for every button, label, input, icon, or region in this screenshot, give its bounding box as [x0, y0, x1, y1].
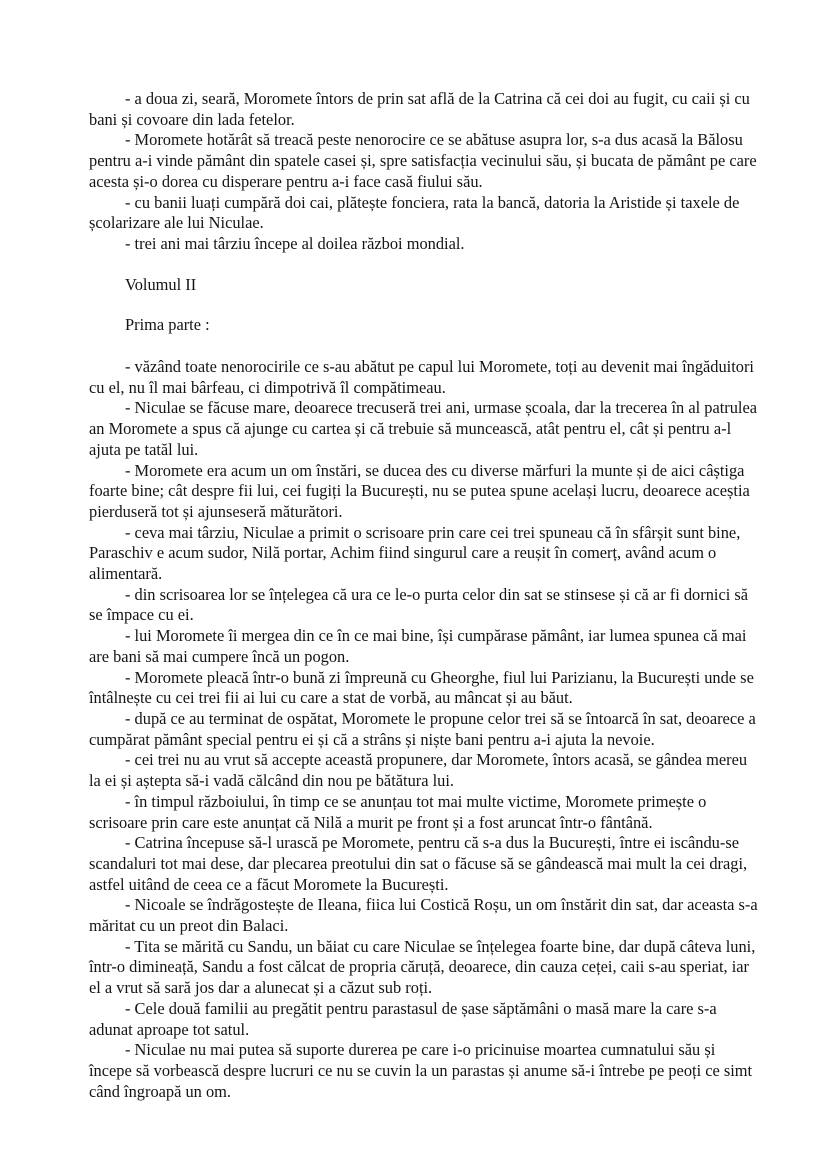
paragraph: - Niculae nu mai putea să suporte durerea pe care i-o pricinuise moartea cumnatului său și începe să vorbească despre lucruri ce nu se cuvin la un parastas și anume să-i întrebe pe peoți ce simt când îngroapă un om.: [89, 1040, 753, 1101]
paragraph: - Moromete era acum un om înstări, se ducea des cu diverse mărfuri la munte și de aici câștiga foarte bine; cât despre fii lui, cei fugiți la București, nu se putea spune același lucru, deoarece aceștia pierduseră tot și ajunseseră măturători.: [89, 460, 750, 521]
paragraph: - Tita se mărită cu Sandu, un băiat cu care Niculae se înțelegea foarte bine, dar după câteva luni, într-o dimineață, Sandu a fost călcat de propria căruță, deoarece, din cauza ceței, caii s-au speriat, iar el a vrut să sară jos dar a alunecat și a căzut sub roți.: [89, 936, 756, 998]
part-heading: Prima parte :: [125, 315, 210, 335]
paragraph: - Catrina începuse să-l urască pe Moromete, pentru că s-a dus la București, între ei iscându-se scandaluri tot mai dese, dar plecarea preotului din sat o făcuse să se gândească mai mult la cei dragi, astfel uitând de ceea ce a făcut Moromete la București.: [89, 833, 748, 894]
paragraph: - din scrisoarea lor se înțelegea că ura ce le-o purta celor din sat se stinsese și că ar fi dornici să se împace cu ei.: [89, 584, 749, 625]
paragraph: - în timpul războiului, în timp ce se anunțau tot mai multe victime, Moromete primește o scrisoare prin care este anunțat că Nilă a murit pe front și a fost aruncat într-o fântână.: [89, 791, 707, 832]
document-body: [89, 89, 759, 1102]
paragraph: - Nicoale se îndrăgostește de Ileana, fiica lui Costică Roșu, un om înstărit din sat, dar aceasta s-a măritat cu un preot din Balaci.: [89, 895, 758, 936]
paragraph: - după ce au terminat de ospătat, Moromete le propune celor trei să se întoarcă în sat, deoarece a cumpărat pământ special pentru ei și că a strâns și niște bani pentru a-i ajuta la nevoie.: [89, 708, 756, 749]
paragraph: - cei trei nu au vrut să accepte această propunere, dar Moromete, întors acasă, se gândea mereu la ei și aștepta să-i vadă călcând din nou pe bătătura lui.: [89, 750, 748, 791]
paragraph: - a doua zi, seară, Moromete întors de prin sat află de la Catrina că cei doi au fugit, cu caii și cu bani și covoare din lada fetelor.: [89, 89, 750, 129]
paragraph: - lui Moromete îi mergea din ce în ce mai bine, își cumpărase pământ, iar lumea spunea că mai are bani să mai cumpere încă un pogon.: [89, 626, 747, 666]
paragraph: - trei ani mai târziu începe al doilea război mondial.: [125, 233, 465, 253]
spacer: [89, 336, 759, 357]
paragraph: - Cele două familii au pregătit pentru parastasul de șase săptămâni o masă mare la care s-a adunat aproape tot satul.: [89, 998, 717, 1039]
paragraph: - cu banii luați cumpără doi cai, plătește fonciera, rata la bancă, datoria la Aristide și taxele de școlarizare ale lui Niculae.: [89, 192, 740, 233]
paragraph: - Niculae se făcuse mare, deoarece trecuseră trei ani, urmase școala, dar la trecerea în al patrulea an Moromete a spus că ajunge cu cartea și că trebuie să muncească, atât pentru el, cât și pentru a-l ajuta pe tatăl lui.: [89, 398, 758, 459]
paragraph: - văzând toate nenorocirile ce s-au abătut pe capul lui Moromete, toți au devenit mai îngăduitori cu el, nu îl mai bârfeau, ci dimpotrivă îl compătimeau.: [89, 357, 754, 397]
spacer: [89, 255, 759, 275]
paragraph: - Moromete pleacă într-o bună zi împreună cu Gheorghe, fiul lui Parizianu, la București unde se întâlnește cu cei trei fii ai lui cu care a stat de vorbă, au mâncat și au băut.: [89, 667, 754, 708]
spacer: [89, 295, 759, 315]
paragraph: - Moromete hotărât să treacă peste nenorocire ce se abătuse asupra lor, s-a dus acasă la Bălosu pentru a-i vinde pământ din spatele casei și, spre satisfacția vecinului său, și bucata de pământ pe care acesta și-o dorea cu disperare pentru a-i face casă fiului său.: [89, 130, 757, 191]
paragraph: - ceva mai târziu, Niculae a primit o scrisoare prin care cei trei spuneau că în sfârșit sunt bine, Paraschiv e acum sudor, Nilă portar, Achim fiind singurul care a reușit în comerț, având acum o alimentară.: [89, 522, 741, 584]
volume-heading: Volumul II: [125, 274, 197, 294]
